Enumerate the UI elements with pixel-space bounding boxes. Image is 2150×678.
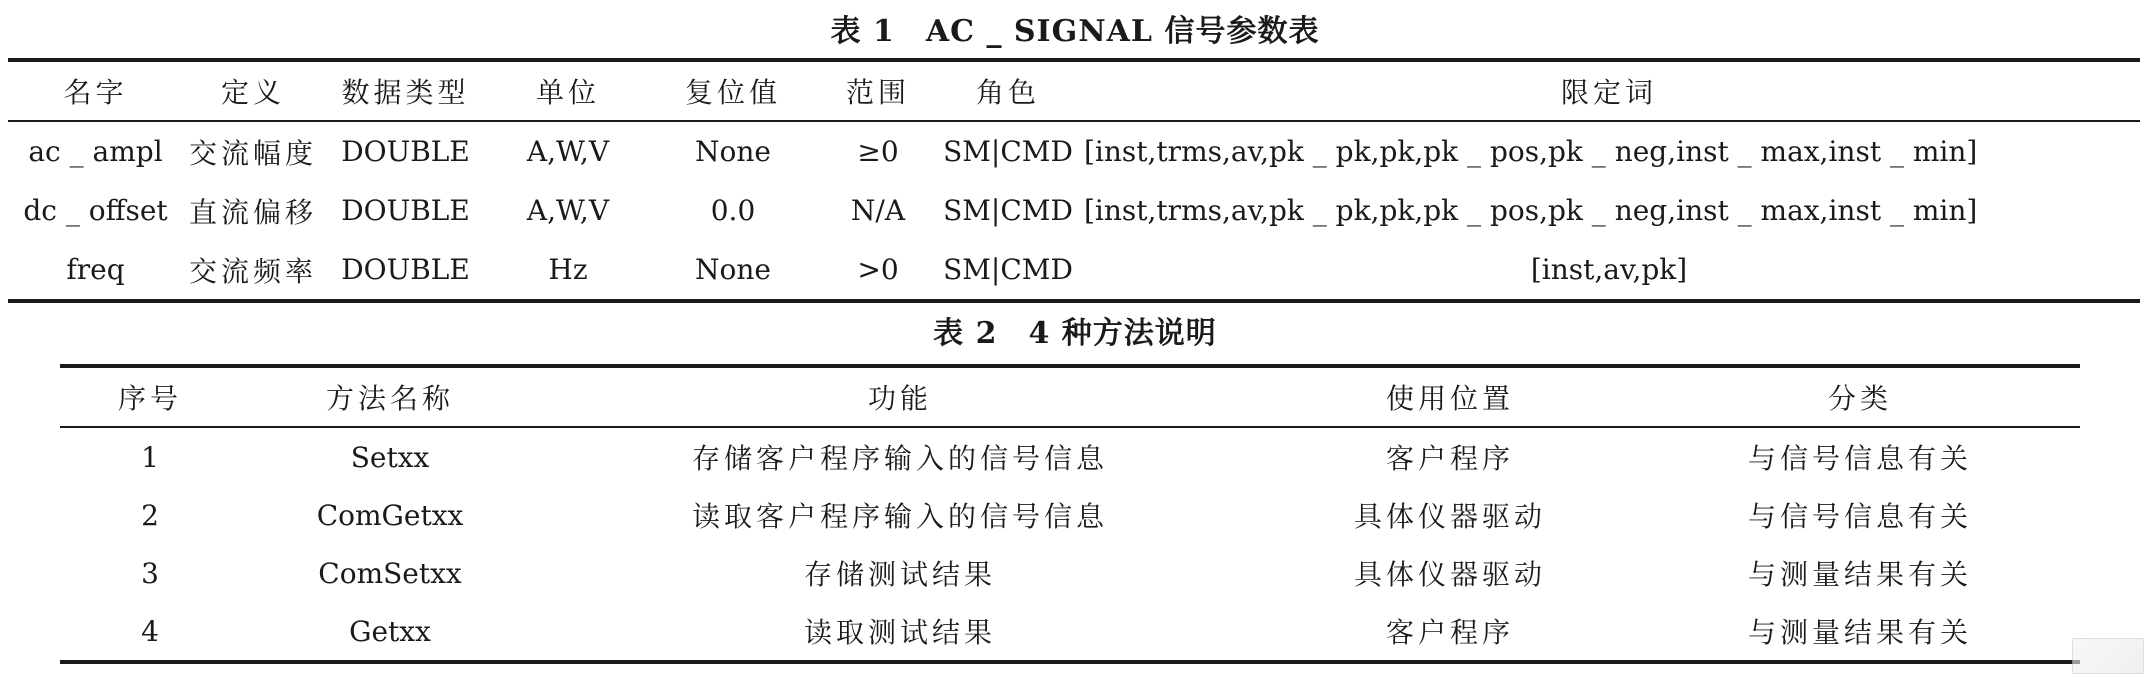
table1-header-row [8, 60, 2140, 121]
table2-header-cell: 功能 [540, 366, 1260, 427]
table1-cell: 0.0 [710, 194, 756, 227]
table1-cell: Hz [488, 240, 648, 301]
table2-cell: 客户程序 [1260, 602, 1640, 662]
table2-cell: Getxx [240, 602, 540, 662]
table2-row [60, 486, 2080, 544]
table2-cell: 具体仪器驱动 [1353, 558, 1546, 591]
table2-cell: 4 [60, 602, 240, 662]
table2-cell: 2 [141, 498, 159, 532]
table2-row [60, 544, 2080, 602]
table1-cell: A,W,V [526, 135, 610, 168]
table1-cell: dc _ offset [23, 194, 168, 227]
table1-cell: [inst,trms,av,pk _ pk,pk,pk _ pos,pk _ neg,inst _ max,inst _ min] [1084, 135, 1978, 168]
table2-cell: 客户程序 [1385, 442, 1514, 475]
table1-cell: freq [8, 240, 183, 301]
table2-cell: 存储测试结果 [803, 558, 996, 591]
table2-cell: 与测量结果有关 [1747, 558, 1972, 591]
table1-cell: DOUBLE [341, 135, 470, 168]
table1-header-cell: 单位 [488, 60, 648, 121]
table1-cell: SM|CMD [943, 194, 1073, 227]
table2-cell: 与测量结果有关 [1640, 602, 2080, 662]
table1-cell: DOUBLE [341, 194, 470, 227]
table1-cell: [inst,av,pk] [1078, 240, 2140, 301]
table2 [60, 364, 2080, 664]
table1-cell: >0 [818, 240, 938, 301]
table1-row [8, 121, 2140, 181]
table2-cell: 读取客户程序输入的信号信息 [691, 500, 1108, 533]
table2-title: 表 2 4 种方法说明 [933, 316, 1217, 351]
table1-cell: SM|CMD [938, 240, 1078, 301]
table2-cell: 读取测试结果 [540, 602, 1260, 662]
table1-cell: None [648, 240, 818, 301]
table1-cell: SM|CMD [943, 135, 1073, 168]
table2-cell: ComSetxx [318, 556, 462, 590]
table1-header-cell: 数据类型 [323, 60, 488, 121]
table2-header-row [60, 366, 2080, 427]
table1-row [8, 240, 2140, 301]
table2-row [60, 427, 2080, 486]
table1-header-cell: 限定词 [1078, 60, 2140, 121]
table1-row [8, 181, 2140, 240]
table1-cell: 直流偏移 [188, 195, 317, 229]
table2-header-cell: 分类 [1640, 366, 2080, 427]
table1-cell: ac _ ampl [28, 135, 163, 168]
table1-header-cell: 范围 [818, 60, 938, 121]
table1-cell: N/A [850, 194, 906, 227]
table2-cell: 存储客户程序输入的信号信息 [691, 442, 1108, 475]
table2-cell: 具体仪器驱动 [1353, 500, 1546, 533]
site-watermark-logo [2072, 638, 2144, 674]
table1-cell: ≥0 [857, 135, 899, 168]
table1-cell: [inst,trms,av,pk _ pk,pk,pk _ pos,pk _ neg,inst _ max,inst _ min] [1084, 194, 1978, 227]
table1-header-cell: 复位值 [648, 60, 818, 121]
table2-cell: 与信号信息有关 [1747, 442, 1972, 475]
table1-header-cell: 角色 [938, 60, 1078, 121]
table1-header-cell: 定义 [183, 60, 323, 121]
table2-header-cell: 序号 [60, 366, 240, 427]
table1-title: 表 1 AC _ SIGNAL 信号参数表 [830, 14, 1320, 49]
table1-cell: None [695, 135, 771, 168]
table2-cell: Setxx [350, 440, 430, 474]
table2-cell: 3 [141, 556, 159, 590]
table1-cell: A,W,V [526, 194, 610, 227]
table1-header-cell: 名字 [8, 60, 183, 121]
table2-header-cell: 使用位置 [1260, 366, 1640, 427]
table2-cell: 与信号信息有关 [1747, 500, 1972, 533]
table2-header-cell: 方法名称 [240, 366, 540, 427]
table1-cell: DOUBLE [323, 240, 488, 301]
table2-cell: ComGetxx [316, 498, 464, 532]
table1-cell: 交流幅度 [188, 136, 317, 170]
table1 [8, 58, 2140, 303]
table2-cell: 1 [141, 440, 159, 474]
table1-cell: 交流频率 [183, 240, 323, 301]
table2-row [60, 602, 2080, 662]
